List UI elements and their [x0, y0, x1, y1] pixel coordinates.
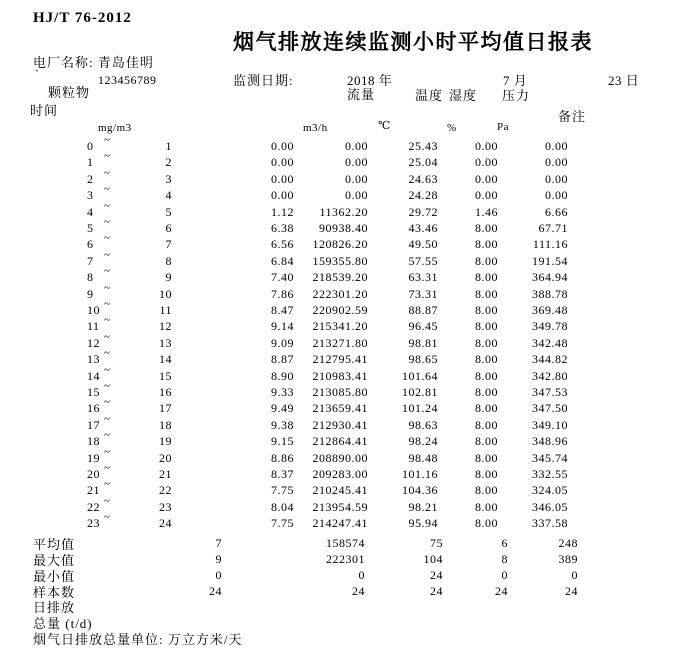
cell-temp: 25.04 — [408, 155, 438, 170]
tilde-separator: ~ — [104, 445, 111, 458]
cell-pm: 6.38 — [271, 221, 294, 235]
cell-pm: 9.14 — [271, 319, 294, 334]
cell-pressure: 337.58 — [532, 516, 568, 531]
tilde-separator: ~ — [104, 183, 111, 196]
cell-time-start: 6 — [87, 237, 94, 252]
tilde-separator: ~ — [104, 396, 111, 409]
table-row — [0, 166, 680, 188]
summary-value: 8 — [501, 552, 508, 566]
cell-temp: 88.87 — [408, 303, 438, 317]
col-time-label: 时间 — [30, 103, 59, 118]
cell-temp: 24.28 — [408, 188, 438, 203]
tilde-separator: ~ — [104, 314, 111, 327]
summary-value: 248 — [558, 536, 578, 550]
tilde-separator: ~ — [104, 347, 111, 360]
cell-pressure: 348.96 — [532, 434, 568, 449]
summary-value: 0 — [215, 568, 222, 582]
cell-time-start: 12 — [87, 335, 100, 350]
summary-label: 平均值 — [33, 537, 76, 552]
cell-flow: 0.00 — [345, 188, 368, 203]
cell-flow: 212930.41 — [312, 417, 368, 432]
table-row — [0, 216, 680, 237]
cell-flow: 214247.41 — [312, 516, 368, 531]
cell-pm: 7.75 — [271, 483, 294, 498]
cell-humidity: 8.00 — [475, 434, 498, 449]
unit-pm: mg/m3 — [98, 122, 132, 134]
cell-time-start: 22 — [87, 499, 100, 514]
summary-value: 6 — [501, 536, 508, 550]
cell-temp: 96.45 — [408, 319, 438, 334]
cell-humidity: 1.46 — [475, 204, 498, 219]
cell-pm: 6.84 — [271, 253, 294, 268]
footer-total-label: 总量 (t/d) — [33, 616, 93, 631]
table-row — [0, 232, 680, 253]
cell-humidity: 0.00 — [475, 171, 498, 186]
cell-pm: 9.15 — [271, 434, 294, 449]
table-row — [0, 314, 680, 335]
cell-temp: 98.24 — [408, 434, 438, 449]
cell-flow: 220902.59 — [312, 303, 368, 317]
cell-temp: 104.36 — [402, 483, 438, 498]
cell-time-start: 17 — [87, 417, 100, 432]
cell-pressure: 369.48 — [532, 303, 568, 317]
cell-temp: 25.43 — [408, 139, 438, 153]
cell-time-start: 10 — [87, 303, 100, 317]
cell-pm: 1.12 — [271, 204, 294, 219]
cell-pressure: 344.82 — [532, 352, 568, 367]
cell-humidity: 8.00 — [475, 270, 498, 285]
plant-tick: ` — [35, 67, 40, 81]
tilde-separator: ~ — [104, 380, 111, 392]
cell-time-end: 7 — [165, 237, 172, 252]
cell-time-end: 11 — [159, 303, 172, 317]
cell-time-end: 15 — [159, 368, 172, 383]
cell-humidity: 8.00 — [475, 368, 498, 383]
cell-pm: 0.00 — [271, 171, 294, 186]
table-row — [0, 248, 680, 270]
cell-pressure: 347.53 — [532, 385, 568, 399]
cell-pressure: 191.54 — [532, 253, 568, 268]
cell-temp: 73.31 — [408, 286, 438, 301]
cell-humidity: 8.00 — [475, 499, 498, 514]
cell-pressure: 388.78 — [532, 286, 568, 301]
table-row — [0, 330, 680, 352]
tilde-separator: ~ — [104, 134, 111, 146]
summary-value: 104 — [423, 552, 443, 566]
cell-humidity: 8.00 — [475, 483, 498, 498]
table-row — [0, 363, 680, 385]
cell-pressure: 347.50 — [532, 401, 568, 416]
summary-value: 24 — [352, 584, 365, 598]
cell-pm: 8.86 — [271, 450, 294, 465]
cell-flow: 213659.41 — [312, 401, 368, 416]
cell-temp: 98.81 — [408, 335, 438, 350]
summary-value: 24 — [430, 584, 443, 598]
cell-pm: 8.04 — [271, 499, 294, 514]
summary-label: 最小值 — [33, 569, 76, 584]
cell-time-start: 3 — [87, 188, 94, 203]
cell-time-end: 4 — [165, 188, 172, 203]
cell-temp: 98.63 — [408, 417, 438, 432]
cell-flow: 210245.41 — [312, 483, 368, 498]
cell-flow: 120826.20 — [312, 237, 368, 252]
summary-label: 最大值 — [33, 553, 76, 568]
cell-time-start: 21 — [87, 483, 100, 498]
summary-row — [0, 566, 680, 582]
tilde-separator: ~ — [104, 412, 111, 425]
table-row — [0, 445, 680, 467]
tilde-separator: ~ — [104, 199, 111, 212]
tilde-separator: ~ — [104, 298, 111, 310]
cell-time-end: 5 — [165, 204, 172, 219]
cell-humidity: 8.00 — [475, 221, 498, 235]
tilde-separator: ~ — [104, 330, 111, 343]
cell-time-end: 17 — [159, 401, 172, 416]
cell-time-start: 1 — [87, 155, 94, 170]
cell-humidity: 8.00 — [475, 335, 498, 350]
summary-value: 24 — [565, 584, 578, 598]
cell-pm: 9.33 — [271, 385, 294, 399]
cell-pressure: 111.16 — [532, 237, 568, 252]
table-row — [0, 478, 680, 499]
report-title: 烟气排放连续监测小时平均值日报表 — [233, 30, 593, 54]
cell-pressure: 349.10 — [532, 417, 568, 432]
cell-time-start: 18 — [87, 434, 100, 449]
cell-time-end: 24 — [159, 516, 172, 531]
cell-temp: 101.64 — [402, 368, 438, 383]
cell-pressure: 345.74 — [532, 450, 568, 465]
table-row — [0, 347, 680, 368]
cell-time-start: 20 — [87, 467, 100, 481]
summary-value: 24 — [495, 584, 508, 598]
cell-humidity: 0.00 — [475, 188, 498, 203]
cell-flow: 222301.20 — [312, 286, 368, 301]
table-row — [0, 380, 680, 401]
standard-code: HJ/T 76-2012 — [33, 10, 132, 26]
cell-flow: 213085.80 — [312, 385, 368, 399]
cell-humidity: 8.00 — [475, 237, 498, 252]
footer-unit-note: 烟气日排放总量单位: 万立方米/天 — [33, 632, 243, 647]
table-row — [0, 429, 680, 450]
cell-temp: 24.63 — [408, 171, 438, 186]
tilde-separator: ~ — [104, 511, 111, 524]
tilde-separator: ~ — [104, 150, 111, 163]
cell-humidity: 8.00 — [475, 352, 498, 367]
cell-temp: 29.72 — [408, 204, 438, 219]
unit-flow: m3/h — [303, 122, 328, 134]
table-row — [0, 494, 680, 516]
cell-flow: 90938.40 — [319, 221, 368, 235]
date-label: 监测日期: — [233, 73, 294, 88]
col-temp-label: 温度 — [415, 88, 444, 103]
cell-time-start: 8 — [87, 270, 94, 285]
cell-time-end: 13 — [159, 335, 172, 350]
cell-humidity: 0.00 — [475, 139, 498, 153]
tilde-separator: ~ — [104, 281, 111, 294]
cell-pm: 7.40 — [271, 270, 294, 285]
tilde-separator: ~ — [104, 462, 111, 474]
cell-pm: 9.38 — [271, 417, 294, 432]
table-row — [0, 183, 680, 204]
plant-name: 电厂名称: 青岛佳明 — [33, 55, 154, 70]
cell-pm: 6.56 — [271, 237, 294, 252]
cell-humidity: 8.00 — [475, 253, 498, 268]
cell-pm: 0.00 — [271, 139, 294, 153]
cell-temp: 101.16 — [402, 467, 438, 481]
tilde-separator: ~ — [104, 429, 111, 442]
cell-pressure: 0.00 — [545, 171, 568, 186]
cell-flow: 212795.41 — [312, 352, 368, 367]
table-row — [0, 134, 680, 155]
cell-time-end: 1 — [165, 139, 172, 153]
table-row — [0, 511, 680, 532]
cell-time-start: 13 — [87, 352, 100, 367]
table-row — [0, 199, 680, 221]
tilde-separator: ~ — [104, 166, 111, 179]
tilde-separator: ~ — [104, 265, 111, 278]
cell-time-end: 8 — [165, 253, 172, 268]
cell-humidity: 0.00 — [475, 155, 498, 170]
table-row — [0, 150, 680, 171]
cell-pressure: 349.78 — [532, 319, 568, 334]
cell-humidity: 8.00 — [475, 303, 498, 317]
cell-pressure: 364.94 — [532, 270, 568, 285]
table-row — [0, 412, 680, 434]
table-row — [0, 265, 680, 286]
cell-temp: 98.65 — [408, 352, 438, 367]
cell-pressure: 0.00 — [545, 139, 568, 153]
summary-value: 7 — [215, 536, 222, 550]
cell-humidity: 8.00 — [475, 385, 498, 399]
cell-time-end: 6 — [165, 221, 172, 235]
summary-value: 0 — [571, 568, 578, 582]
unit-temp: ℃ — [378, 120, 391, 132]
cell-flow: 11362.20 — [319, 204, 368, 219]
cell-pressure: 0.00 — [545, 188, 568, 203]
cell-time-start: 4 — [87, 204, 94, 219]
cell-flow: 208890.00 — [312, 450, 368, 465]
cell-flow: 0.00 — [345, 139, 368, 153]
tilde-separator: ~ — [104, 216, 111, 228]
cell-time-end: 23 — [159, 499, 172, 514]
cell-pm: 8.47 — [271, 303, 294, 317]
cell-flow: 215341.20 — [312, 319, 368, 334]
tilde-separator: ~ — [104, 232, 111, 245]
cell-time-end: 21 — [159, 467, 172, 481]
cell-pm: 9.09 — [271, 335, 294, 350]
cell-time-start: 23 — [87, 516, 100, 531]
cell-time-start: 14 — [87, 368, 100, 383]
summary-value: 24 — [209, 584, 222, 598]
cell-pressure: 346.05 — [532, 499, 568, 514]
cell-flow: 213954.59 — [312, 499, 368, 514]
cell-humidity: 8.00 — [475, 417, 498, 432]
cell-temp: 49.50 — [408, 237, 438, 252]
col-pressure-label: 压力 — [502, 88, 531, 103]
tilde-separator: ~ — [104, 248, 111, 261]
cell-time-start: 0 — [87, 139, 94, 153]
summary-label: 样本数 — [33, 585, 76, 600]
cell-humidity: 8.00 — [475, 516, 498, 531]
cell-temp: 63.31 — [408, 270, 438, 285]
cell-pressure: 67.71 — [538, 221, 568, 235]
cell-temp: 102.81 — [402, 385, 438, 399]
summary-row — [0, 534, 680, 550]
plant-code: 123456789 — [98, 73, 157, 87]
footer-daily-emission-label: 日排放 — [33, 600, 76, 615]
cell-temp: 43.46 — [408, 221, 438, 235]
cell-humidity: 8.00 — [475, 450, 498, 465]
cell-flow: 210983.41 — [312, 368, 368, 383]
cell-flow: 218539.20 — [312, 270, 368, 285]
cell-time-end: 22 — [159, 483, 172, 498]
col-pm-label: 颗粒物 — [48, 85, 91, 100]
cell-pressure: 6.66 — [545, 204, 568, 219]
table-row — [0, 462, 680, 483]
cell-flow: 213271.80 — [312, 335, 368, 350]
cell-pm: 0.00 — [271, 188, 294, 203]
cell-flow: 159355.80 — [312, 253, 368, 268]
cell-time-end: 19 — [159, 434, 172, 449]
cell-pressure: 342.48 — [532, 335, 568, 350]
cell-time-start: 15 — [87, 385, 100, 399]
summary-value: 158574 — [326, 536, 365, 550]
cell-humidity: 8.00 — [475, 401, 498, 416]
summary-value: 0 — [358, 568, 365, 582]
date-month: 7 月 — [503, 73, 528, 88]
cell-pressure: 324.05 — [532, 483, 568, 498]
cell-time-start: 9 — [87, 286, 94, 301]
cell-pm: 9.49 — [271, 401, 294, 416]
cell-flow: 209283.00 — [312, 467, 368, 481]
cell-pm: 8.87 — [271, 352, 294, 367]
cell-temp: 57.55 — [408, 253, 438, 268]
date-day: 23 日 — [608, 73, 640, 88]
cell-time-start: 2 — [87, 171, 94, 186]
cell-time-end: 12 — [159, 319, 172, 334]
cell-time-start: 5 — [87, 221, 94, 235]
cell-humidity: 8.00 — [475, 467, 498, 481]
cell-temp: 101.24 — [402, 401, 438, 416]
col-remark-label: 备注 — [558, 109, 587, 124]
cell-temp: 98.21 — [408, 499, 438, 514]
tilde-separator: ~ — [104, 494, 111, 507]
cell-pressure: 342.80 — [532, 368, 568, 383]
cell-pm: 8.37 — [271, 467, 294, 481]
summary-value: 389 — [558, 552, 578, 566]
cell-pm: 7.75 — [271, 516, 294, 531]
cell-time-start: 16 — [87, 401, 100, 416]
cell-time-end: 18 — [159, 417, 172, 432]
cell-time-end: 14 — [159, 352, 172, 367]
table-row — [0, 298, 680, 319]
summary-value: 0 — [501, 568, 508, 582]
table-row — [0, 396, 680, 417]
cell-pm: 7.86 — [271, 286, 294, 301]
cell-temp: 95.94 — [408, 516, 438, 531]
summary-value: 222301 — [326, 552, 365, 566]
cell-flow: 0.00 — [345, 171, 368, 186]
summary-value: 24 — [430, 568, 443, 582]
cell-pm: 0.00 — [271, 155, 294, 170]
cell-time-start: 11 — [87, 319, 100, 334]
summary-value: 75 — [430, 536, 443, 550]
summary-row — [0, 582, 680, 598]
summary-value: 9 — [215, 552, 222, 566]
date-year: 2018 年 — [347, 73, 393, 88]
table-row — [0, 281, 680, 303]
cell-time-end: 3 — [165, 171, 172, 186]
unit-pressure: Pa — [497, 121, 509, 133]
cell-time-end: 20 — [159, 450, 172, 465]
cell-pressure: 0.00 — [545, 155, 568, 170]
cell-temp: 98.48 — [408, 450, 438, 465]
cell-humidity: 8.00 — [475, 286, 498, 301]
cell-time-end: 9 — [165, 270, 172, 285]
cell-pm: 8.90 — [271, 368, 294, 383]
unit-humidity: % — [447, 122, 457, 134]
tilde-separator: ~ — [104, 478, 111, 491]
cell-flow: 212864.41 — [312, 434, 368, 449]
cell-time-start: 7 — [87, 253, 94, 268]
tilde-separator: ~ — [104, 363, 111, 376]
cell-time-start: 19 — [87, 450, 100, 465]
cell-flow: 0.00 — [345, 155, 368, 170]
cell-pressure: 332.55 — [532, 467, 568, 481]
cell-time-end: 16 — [159, 385, 172, 399]
cell-time-end: 10 — [159, 286, 172, 301]
col-flow-label: 流量 — [347, 87, 376, 102]
cell-time-end: 2 — [165, 155, 172, 170]
summary-row — [0, 550, 680, 566]
cell-humidity: 8.00 — [475, 319, 498, 334]
col-humidity-label: 湿度 — [449, 88, 478, 103]
